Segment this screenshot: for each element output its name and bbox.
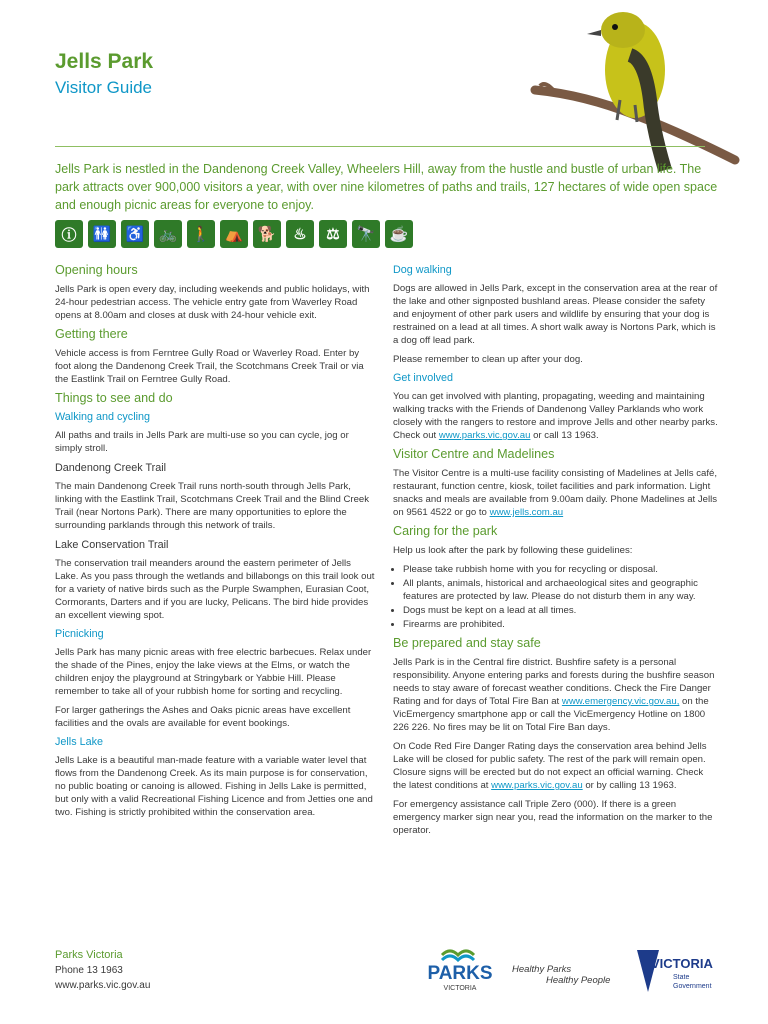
vic-logo-text: VICTORIA bbox=[651, 956, 713, 971]
page-subtitle: Visitor Guide bbox=[55, 78, 153, 97]
sub-heading: Walking and cycling bbox=[55, 411, 151, 423]
footer-org: Parks Victoria bbox=[55, 949, 123, 961]
jells-website-link[interactable]: www.jells.com.au bbox=[489, 507, 564, 518]
tagline-line: Healthy People bbox=[546, 975, 611, 986]
paragraph bbox=[393, 390, 718, 442]
bird-watching-icon: 🔭 bbox=[352, 220, 380, 248]
bird-illustration bbox=[525, 0, 740, 180]
section-heading: Opening hours bbox=[55, 263, 138, 277]
paragraph: Help us look after the park by following these guidelines: bbox=[393, 545, 633, 556]
section-heading: Caring for the park bbox=[393, 524, 498, 538]
section-heading: Be prepared and stay safe bbox=[393, 636, 541, 650]
sub-heading: Dog walking bbox=[393, 264, 452, 276]
walking-icon: 🚶 bbox=[187, 220, 215, 248]
vic-logo-subtext: State bbox=[673, 974, 690, 981]
vic-logo-subtext: Government bbox=[673, 983, 712, 990]
section-heading: Getting there bbox=[55, 327, 128, 341]
intro-paragraph: Jells Park is nestled in the Dandenong Creek Valley, Wheelers Hill, away from the hustle and bustle of urban life. The park attracts over 900,000 visitors a year, with over nine kilometres of paths and trails, 127 hectares of wide open space and enough picnic areas for everyone to enjoy. bbox=[55, 162, 718, 212]
victoria-state-government-logo bbox=[637, 948, 719, 996]
toilets-icon: 🚻 bbox=[88, 220, 116, 248]
paragraph: Please remember to clean up after your dog. bbox=[393, 354, 583, 365]
cafe-icon: ☕ bbox=[385, 220, 413, 248]
wheelchair-access-icon: ♿ bbox=[121, 220, 149, 248]
dog-walking-icon: 🐕 bbox=[253, 220, 281, 248]
paragraph-text: On Code Red Fire Danger Rating days the conservation area behind Jells Lake will be closed for public safety. The rest of the park will remain open. Closure signs will be erected but do not expect an official warning. Check the latest conditions at bbox=[393, 741, 707, 791]
paragraph bbox=[393, 740, 718, 792]
sub-heading: Picnicking bbox=[55, 628, 104, 640]
list-item: • Firearms are prohibited. bbox=[403, 618, 718, 631]
page-title: Jells Park bbox=[55, 50, 154, 73]
paragraph: Jells Lake is a beautiful man-made feature with a variable water level that flows from the Dandenong Creek. As its main purpose is for conservation, no public boating or canoing is allowed. Fishing in Jells Lake is permitted, but only with a valid Recreational Fishing Licence and from Jetties one and two. Fishing is strictly prohibited within the conservation area. bbox=[55, 755, 373, 818]
sub-heading: Jells Lake bbox=[55, 736, 104, 748]
section-heading: Things to see and do bbox=[55, 391, 173, 405]
footer-contact bbox=[55, 948, 150, 993]
tagline-line: Healthy Parks bbox=[512, 964, 572, 975]
parks-website-link[interactable]: www.parks.vic.gov.au bbox=[438, 430, 531, 441]
parks-logo-text: PARKS bbox=[427, 963, 493, 984]
header-divider bbox=[55, 146, 705, 147]
list-item: • Please take rubbish home with you for recycling or disposal. bbox=[403, 563, 718, 576]
paragraph-text: or by calling 13 1963. bbox=[585, 780, 677, 791]
paragraph: For larger gatherings the Ashes and Oaks picnic areas have excellent facilities and the ovals are available for event bookings. bbox=[55, 705, 351, 729]
picnic-shelter-icon: ⛺ bbox=[220, 220, 248, 248]
emergency-website-link[interactable]: www.emergency.vic.gov.au, bbox=[561, 696, 680, 707]
info-icon: ⓘ bbox=[55, 220, 83, 248]
list-item: • Dogs must be kept on a lead at all times. bbox=[403, 604, 718, 617]
paragraph: Jells Park has many picnic areas with free electric barbecues. Relax under the shade of the Pines, enjoy the lake views at the Elms, or watch the children enjoy the playground at Stringybark or Yabbie Hill. Please remember to take all of your rubbish home for sorting and recycling. bbox=[55, 647, 372, 697]
paragraph: The main Dandenong Creek Trail runs north-south through Jells Park, linking with the Eastlink Trail, Scotchmans Creek Trail and the Blind Creek Trail (near Nortons Park). There are many opportunities to eplore the surrounding parklands through this network of trails. bbox=[55, 481, 370, 531]
paragraph bbox=[393, 656, 718, 734]
section-heading: Visitor Centre and Madelines bbox=[393, 447, 555, 461]
parks-logo-subtext: VICTORIA bbox=[443, 985, 477, 992]
footer-phone: Phone 13 1963 bbox=[55, 965, 123, 976]
paragraph: Vehicle access is from Ferntree Gully Road or Waverley Road. Enter by foot along the Dandenong Creek Trail, the Scotchmans Creek Trail or via the Eastlink Trail on Ferntree Gully Road. bbox=[55, 348, 364, 385]
paragraph: For emergency assistance call Triple Zero (000). If there is a green emergency marker sign near you, read the information on the marker to the operator. bbox=[393, 799, 713, 836]
paragraph bbox=[393, 467, 718, 519]
paragraph: Jells Park is open every day, including weekends and public holidays, with 24-hour pedestrian access. The vehicle entry gate from Waverley Road opens at 8.00am and closes at dusk with 24-hour vehicle exit. bbox=[55, 284, 370, 321]
paragraph-text: on the VicEmergency smartphone app or call the VicEmergency Hotline on 1800 226 226. No fires may be lit on Total Fire Ban days. bbox=[393, 696, 709, 733]
tagline bbox=[512, 964, 610, 986]
sub-heading: Get involved bbox=[393, 372, 454, 384]
paragraph-text: or call 13 1963. bbox=[533, 430, 599, 441]
playground-icon: ⚖ bbox=[319, 220, 347, 248]
paragraph: All paths and trails in Jells Park are multi-use so you can cycle, jog or simply stroll. bbox=[55, 430, 349, 454]
footer-web: www.parks.vic.gov.au bbox=[55, 980, 151, 991]
cycling-icon: 🚲 bbox=[154, 220, 182, 248]
list-item: • All plants, animals, historical and archaeological sites and geographic features are protected by law. Please do not disturb them in any way. bbox=[403, 577, 718, 603]
paragraph: Dogs are allowed in Jells Park, except in the conservation area at the rear of the lake and other signposted bushland areas. Please consider the safety and enjoyment of other park users and wildlife by ensuring that your dog is restrained on a lead at all times. A short walk away is Nortons Park, which is a dog off lead park. bbox=[393, 283, 718, 346]
trail-heading: Dandenong Creek Trail bbox=[55, 462, 167, 474]
paragraph: The conservation trail meanders around the eastern perimeter of Jells Lake. As you pass through the wetlands and billabongs on this trail look out for a variety of native birds such as the Purple Swamphen, Eurasian Coot, Cormorants, Darters and if you are lucky, Pelicans. The bird hide provides an excellent viewing spot. bbox=[55, 558, 375, 621]
paragraph-text: The Visitor Centre is a multi-use facility consisting of Madelines at Jells café, restaurant, function centre, kiosk, toilet facilities and park information. Light snacks and meals are available from 9.00am daily. Phone Madelines at Jells on 9561 4522 or go to bbox=[393, 468, 718, 518]
trail-heading: Lake Conservation Trail bbox=[55, 539, 169, 551]
parks-victoria-logo bbox=[420, 945, 500, 995]
facility-icons bbox=[55, 220, 413, 248]
left-column bbox=[55, 258, 377, 825]
barbecue-icon: ♨ bbox=[286, 220, 314, 248]
right-column bbox=[393, 258, 718, 843]
guidelines-list bbox=[393, 563, 718, 631]
parks-website-link[interactable]: www.parks.vic.gov.au bbox=[491, 780, 583, 791]
paragraph-text: You can get involved with planting, propagating, weeding and maintaining walking tracks with the Friends of Dandenong Valley Parklands who work closely with the rangers to restore and improve Jells and other nearby parks. Check out bbox=[393, 391, 718, 441]
paragraph-text: Jells Park is in the Central fire district. Bushfire safety is a personal responsibility. Anyone entering parks and forests during the bushfire season needs to stay aware of forecast weather conditions. Check the Fire Danger Rating and for days of Total Fire Ban at bbox=[393, 657, 715, 707]
